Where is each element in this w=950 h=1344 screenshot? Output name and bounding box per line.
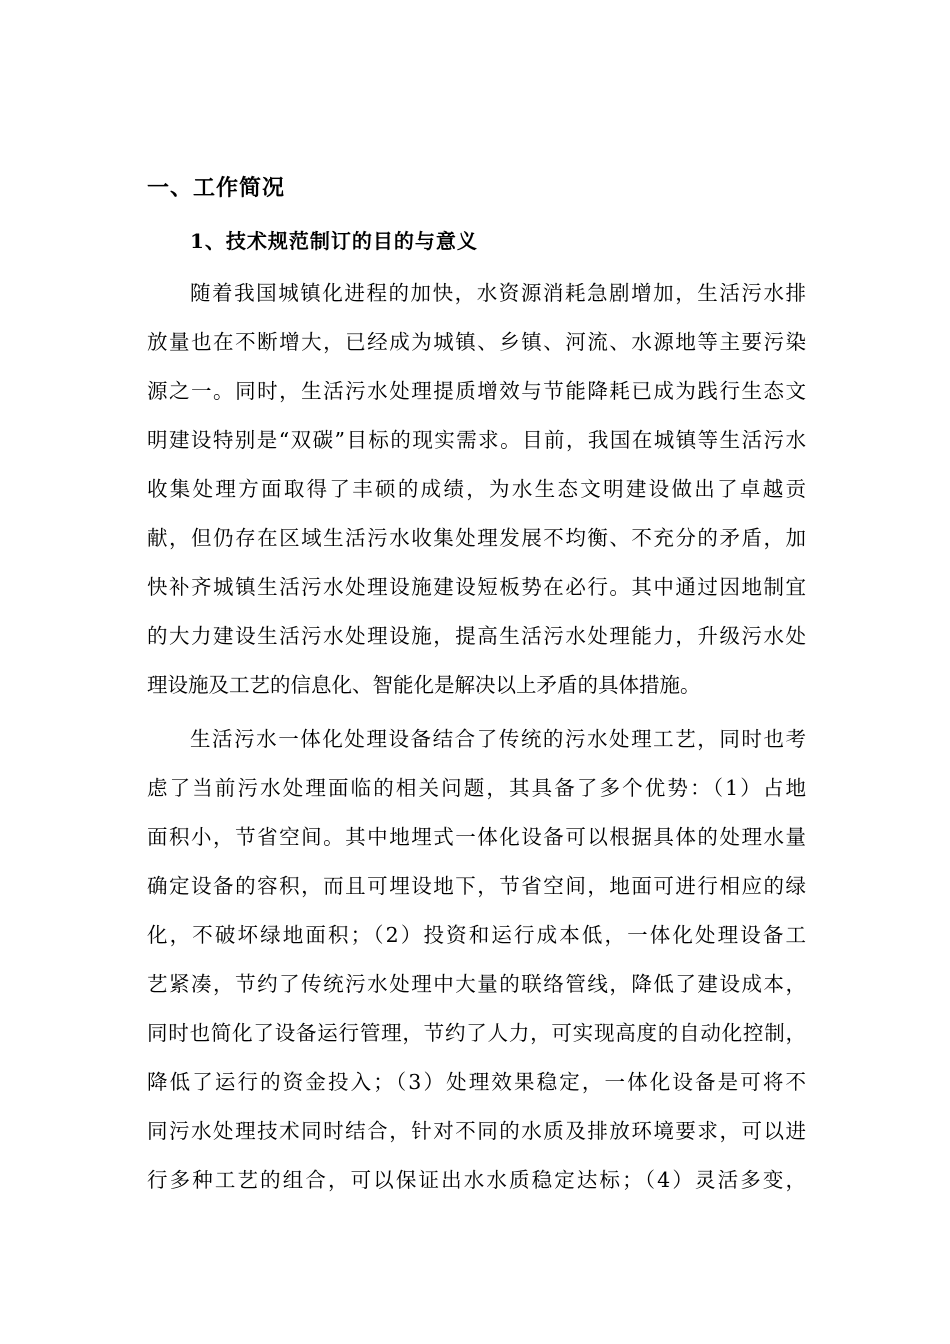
paragraph-1-line-2: 放量也在不断增大，已经成为城镇、乡镇、河流、水源地等主要污染 xyxy=(147,330,806,354)
paragraph-2-line-5: 化，不破坏绿地面积；（2）投资和运行成本低，一体化处理设备工 xyxy=(147,923,806,947)
paragraph-1-line-9: 理设施及工艺的信息化、智能化是解决以上矛盾的具体措施。 xyxy=(147,673,701,697)
paragraph-1-line-3: 源之一。同时，生活污水处理提质增效与节能降耗已成为践行生态文 xyxy=(147,379,806,403)
paragraph-2-line-9: 同污水处理技术同时结合，针对不同的水质及排放环境要求，可以进 xyxy=(147,1119,806,1143)
paragraph-1-line-8: 的大力建设生活污水处理设施，提高生活污水处理能力，升级污水处 xyxy=(147,624,806,648)
paragraph-2-line-7: 同时也简化了设备运行管理，节约了人力，可实现高度的自动化控制， xyxy=(147,1021,806,1045)
paragraph-1-line-6: 献，但仍存在区域生活污水收集处理发展不均衡、不充分的矛盾，加 xyxy=(147,526,806,550)
paragraph-2-line-8: 降低了运行的资金投入；（3）处理效果稳定，一体化设备是可将不 xyxy=(147,1070,806,1094)
subsection-heading: 1、技术规范制订的目的与意义 xyxy=(190,229,478,253)
section-heading: 一、工作简况 xyxy=(147,176,286,201)
paragraph-2-line-6: 艺紧凑，节约了传统污水处理中大量的联络管线，降低了建设成本， xyxy=(147,972,806,996)
paragraph-1-line-4: 明建设特别是“双碳”目标的现实需求。目前，我国在城镇等生活污水 xyxy=(147,428,806,452)
paragraph-2-line-1: 生活污水一体化处理设备结合了传统的污水处理工艺，同时也考 xyxy=(190,727,806,751)
paragraph-1-line-1: 随着我国城镇化进程的加快，水资源消耗急剧增加，生活污水排 xyxy=(190,281,806,305)
paragraph-2-line-10: 行多种工艺的组合，可以保证出水水质稳定达标；（4）灵活多变， xyxy=(147,1168,806,1192)
paragraph-2-line-2: 虑了当前污水处理面临的相关问题，其具备了多个优势：（1）占地 xyxy=(147,776,806,800)
paragraph-1-line-5: 收集处理方面取得了丰硕的成绩，为水生态文明建设做出了卓越贡 xyxy=(147,477,806,501)
paragraph-2-line-3: 面积小，节省空间。其中地埋式一体化设备可以根据具体的处理水量 xyxy=(147,825,806,849)
paragraph-2-line-4: 确定设备的容积，而且可埋设地下，节省空间，地面可进行相应的绿 xyxy=(147,874,806,898)
paragraph-1-line-7: 快补齐城镇生活污水处理设施建设短板势在必行。其中通过因地制宜 xyxy=(147,575,806,599)
